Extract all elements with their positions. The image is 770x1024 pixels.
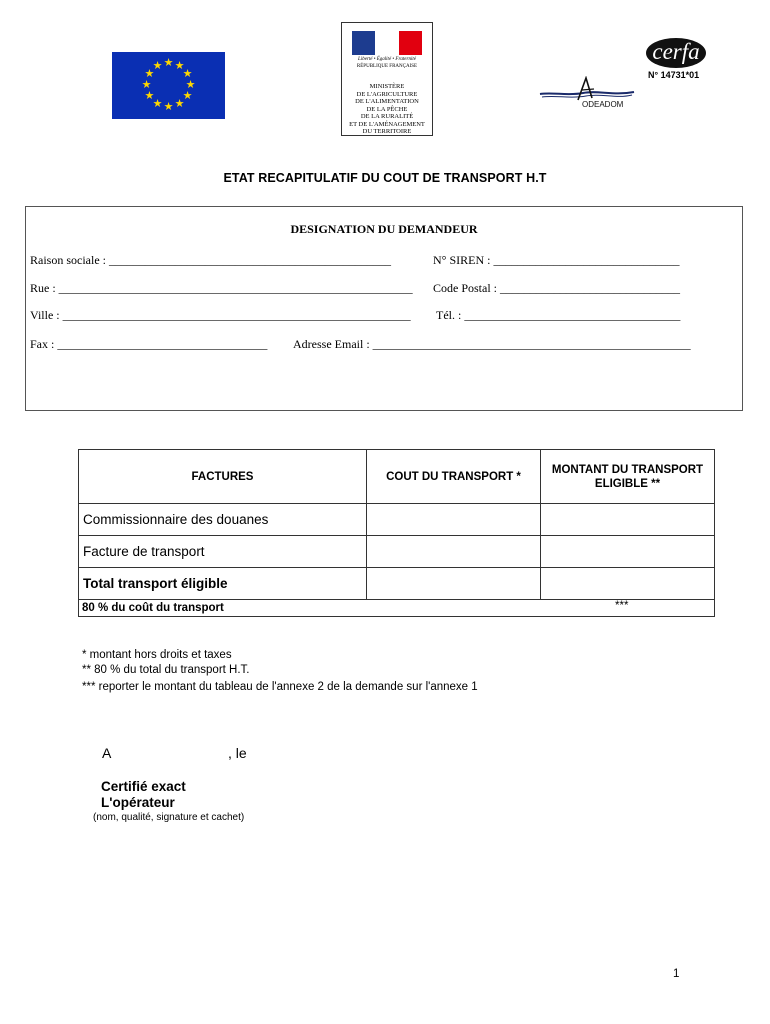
note-ht: * montant hors droits et taxes [82,649,232,661]
row-label-total: Total transport éligible [78,567,367,600]
eu-star-icon: ★ [144,68,155,80]
header-factures: FACTURES [78,449,367,504]
operator-label: L'opérateur [101,795,175,810]
cell-montant-facture[interactable] [540,535,715,568]
email-field[interactable]: Adresse Email : _____________________________________________________ [293,337,691,351]
designation-section [25,206,743,411]
ministry-republic: RÉPUBLIQUE FRANÇAISE [356,64,418,69]
tel-field[interactable]: Tél. : ____________________________________ [436,308,681,322]
note-annexe: *** reporter le montant du tableau de l'annexe 2 de la demande sur l'annexe 1 [82,681,478,693]
signature-date-label: , le [228,745,247,761]
cerfa-logo: cerfa [646,38,706,68]
ville-field[interactable]: Ville : __________________________________________________________ [30,308,411,322]
operator-details: (nom, qualité, signature et cachet) [93,812,245,823]
siren-field[interactable]: N° SIREN : _______________________________ [433,253,680,267]
designation-heading: DESIGNATION DU DEMANDEUR [290,222,478,236]
raison-sociale-field[interactable]: Raison sociale : _______________________________________________ [30,253,391,267]
certified-label: Certifié exact [101,779,186,794]
ministry-name: MINISTÈRE DE L'AGRICULTURE DE L'ALIMENTATION DE LA PÊCHE DE LA RURALITÉ ET DE L'AMÉNAGEMENT DU TERRITOIRE [349,83,425,135]
ministry-logo [341,22,433,136]
cerfa-number: N° 14731*01 [648,70,700,80]
cell-cout-commissionnaire[interactable] [366,503,541,536]
row-label-80-percent: 80 % du coût du transport [78,599,715,617]
cell-montant-commissionnaire[interactable] [540,503,715,536]
fax-field[interactable]: Fax : ___________________________________ [30,337,268,351]
eu-star-icon: ★ [174,98,185,111]
cell-cout-facture[interactable] [366,535,541,568]
cell-80-percent-value: *** [615,600,629,612]
eu-star-icon: ★ [152,59,163,72]
eu-star-icon: ★ [152,98,163,111]
eu-star-icon: ★ [163,101,174,113]
row-label-facture-transport: Facture de transport [78,535,367,568]
cell-montant-total[interactable] [540,567,715,600]
eu-star-icon: ★ [144,90,155,102]
french-flag-icon [352,31,422,55]
row-label-commissionnaire: Commissionnaire des douanes [78,503,367,536]
eu-star-icon: ★ [182,68,193,80]
rue-field[interactable]: Rue : ___________________________________________________________ [30,281,413,295]
eu-star-icon: ★ [182,90,193,102]
note-80-percent: ** 80 % du total du transport H.T. [82,664,250,676]
code-postal-field[interactable]: Code Postal : ______________________________ [433,281,681,295]
page-number: 1 [673,968,680,980]
eu-flag-logo [112,52,225,119]
header-montant-eligible: MONTANT DU TRANSPORT ELIGIBLE ** [540,449,715,504]
ministry-motto: Liberté • Égalité • Fraternité [358,57,416,62]
eu-star-icon: ★ [174,59,185,72]
cell-cout-total[interactable] [366,567,541,600]
eu-star-icon: ★ [185,79,196,91]
factures-table [78,449,715,617]
eu-star-icon: ★ [163,57,174,69]
eu-star-icon: ★ [141,79,152,91]
odeadom-label: ODEADOM [582,100,624,109]
signature-place-label: A [102,745,112,761]
document-title: ETAT RECAPITULATIF DU COUT DE TRANSPORT H.T [223,171,547,185]
header-cout-transport: COUT DU TRANSPORT * [366,449,541,504]
